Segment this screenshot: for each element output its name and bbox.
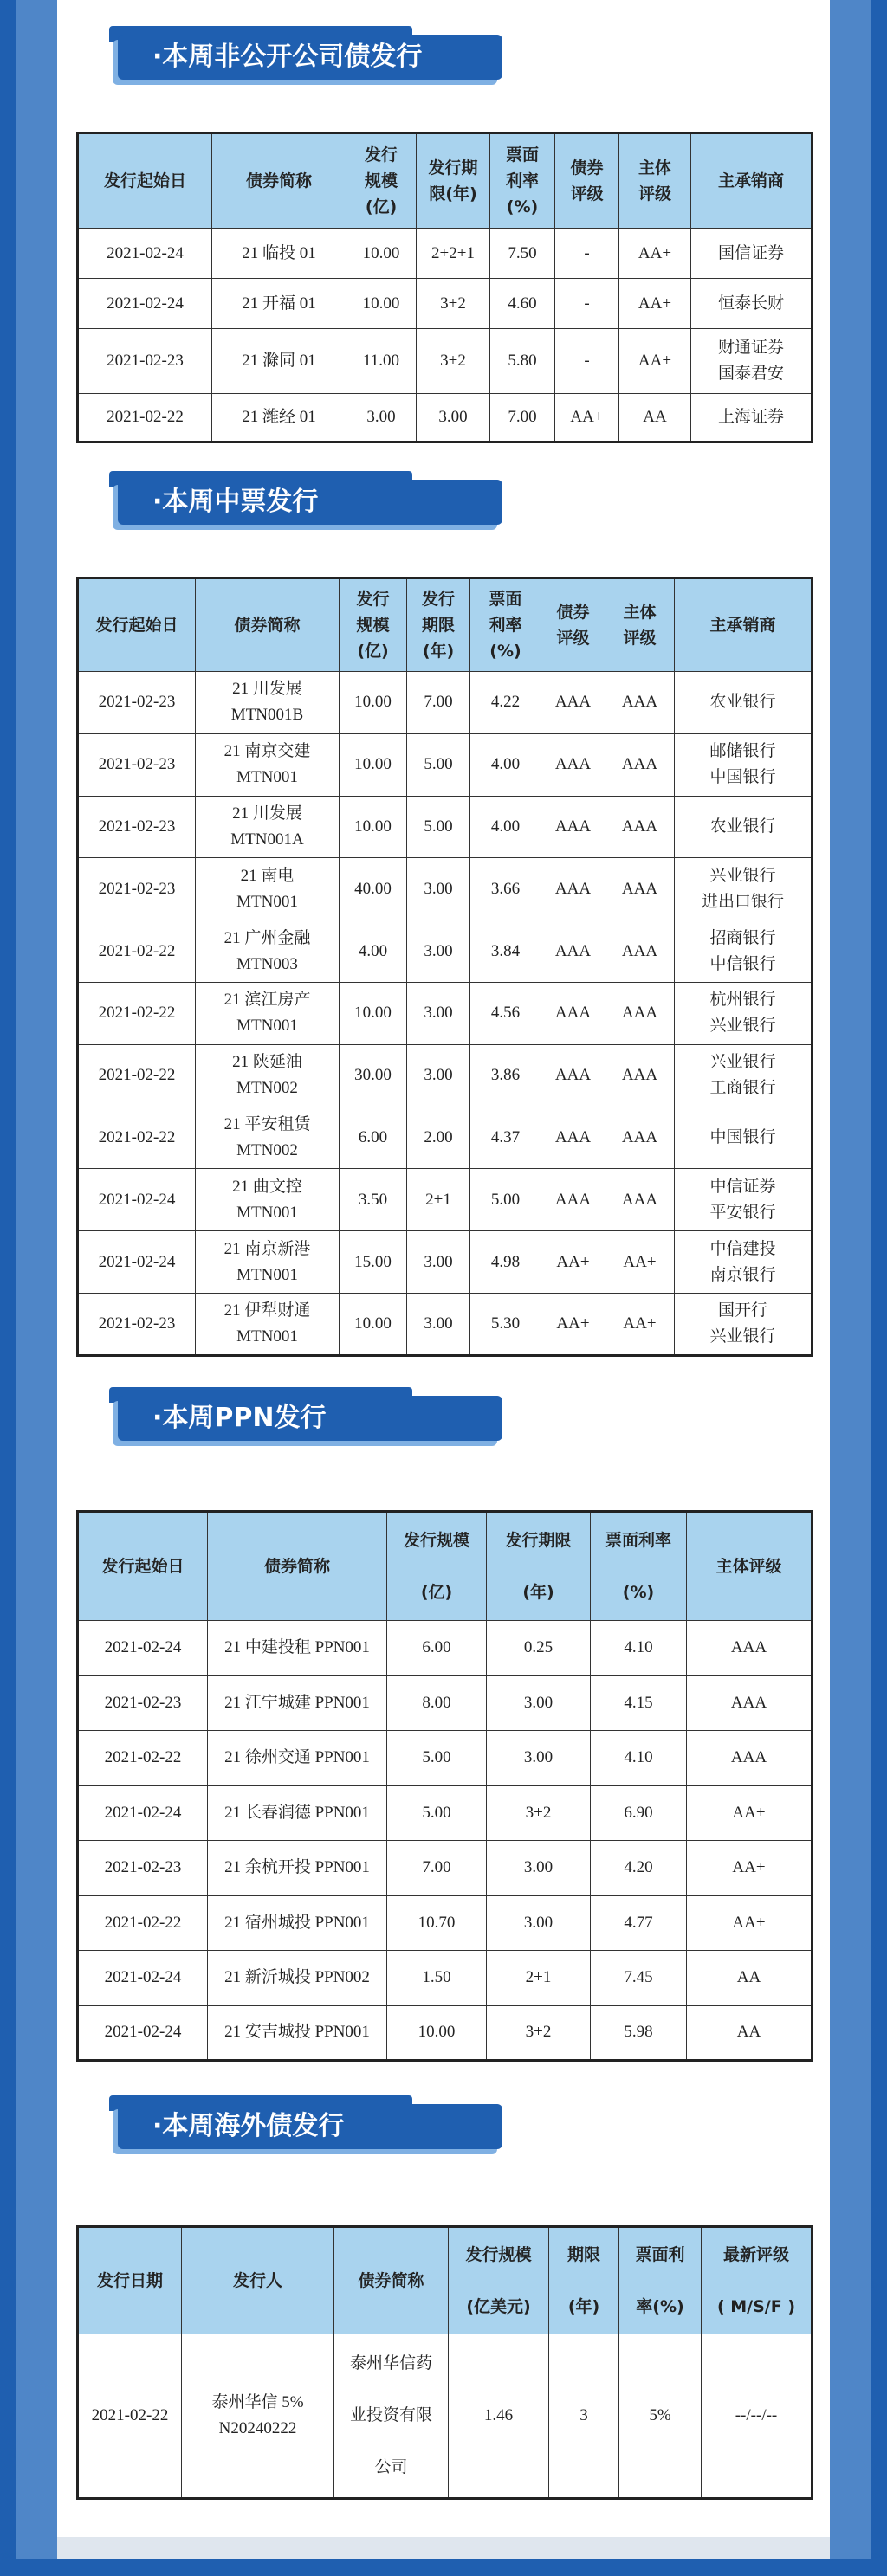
table-cell: 1.46 — [449, 2334, 549, 2499]
table-cell: 3.00 — [487, 1841, 591, 1896]
table-cell: 21 余杭开投 PPN001 — [208, 1841, 387, 1896]
table-header-row — [78, 2227, 813, 2334]
table-cell: 2021-02-23 — [78, 733, 196, 796]
ppn-bond-table — [76, 1510, 813, 2062]
table-cell: 邮储银行 中国银行 — [675, 733, 813, 796]
table-cell: 3+2 — [487, 1785, 591, 1841]
table-cell: 3.00 — [407, 858, 470, 920]
table-cell: 3.86 — [470, 1044, 541, 1107]
column-header: 发行 期限 (年) — [407, 578, 470, 672]
table-cell: 中国银行 — [675, 1107, 813, 1169]
table-cell: AAA — [605, 733, 675, 796]
table-cell: 8.00 — [387, 1675, 487, 1731]
table-cell: AA+ — [687, 1841, 813, 1896]
section-title-mtn — [109, 471, 502, 525]
table-cell: AAA — [541, 920, 605, 983]
table-cell: 上海证券 — [691, 394, 813, 442]
private-corporate-bond-table — [76, 132, 813, 443]
table-cell: 21 新沂城投 PPN002 — [208, 1951, 387, 2006]
column-header: 发行规模 (亿美元) — [449, 2227, 549, 2334]
table-cell: 21 长春润德 PPN001 — [208, 1785, 387, 1841]
table-row — [78, 1951, 813, 2006]
section-title-ppn — [109, 1387, 502, 1441]
table-cell: 2021-02-24 — [78, 1169, 196, 1231]
table-row — [78, 1895, 813, 1951]
table-cell: 2021-02-22 — [78, 2334, 182, 2499]
column-header: 主承销商 — [691, 133, 813, 229]
table-cell: 2021-02-24 — [78, 1951, 208, 2006]
table-cell: 2021-02-23 — [78, 796, 196, 858]
table-cell: AAA — [687, 1621, 813, 1676]
table-row — [78, 2334, 813, 2499]
table-cell: 21 伊犁财通 MTN001 — [196, 1293, 340, 1355]
table-cell: AA+ — [605, 1231, 675, 1294]
table-cell: 4.10 — [591, 1731, 687, 1786]
table-cell: 21 平安租赁 MTN002 — [196, 1107, 340, 1169]
table-cell: AAA — [687, 1675, 813, 1731]
table-cell: AAA — [605, 858, 675, 920]
table-cell: 21 川发展 MTN001A — [196, 796, 340, 858]
table-row — [78, 982, 813, 1044]
column-header: 主承销商 — [675, 578, 813, 672]
table-cell: 10.00 — [346, 229, 417, 279]
column-header: 发行日期 — [78, 2227, 182, 2334]
mtn-bond-table — [76, 577, 813, 1357]
column-header: 发行规模 (亿) — [387, 1512, 487, 1621]
section-title-label: ·本周非公开公司债发行 — [118, 35, 502, 80]
table-cell: AAA — [605, 796, 675, 858]
table-header-row — [78, 578, 813, 672]
table-cell: 21 开福 01 — [212, 279, 346, 329]
table-cell: 2021-02-23 — [78, 858, 196, 920]
table-cell: 21 潍经 01 — [212, 394, 346, 442]
table-cell: 4.56 — [470, 982, 541, 1044]
table-cell: 中信建投 南京银行 — [675, 1231, 813, 1294]
table-cell: 3+2 — [417, 279, 490, 329]
table-cell: AAA — [605, 672, 675, 734]
table-header-row — [78, 1512, 813, 1621]
table-row — [78, 279, 813, 329]
table-row — [78, 1231, 813, 1294]
section-title-label: ·本周中票发行 — [118, 480, 502, 525]
table-cell: 4.00 — [470, 796, 541, 858]
table-cell: 3.00 — [417, 394, 490, 442]
table-cell: 4.00 — [470, 733, 541, 796]
table-cell: - — [555, 279, 619, 329]
table-cell: 3+2 — [417, 329, 490, 394]
table-cell: 3.00 — [407, 1231, 470, 1294]
table-cell: 21 中建投租 PPN001 — [208, 1621, 387, 1676]
table-row — [78, 1107, 813, 1169]
table-cell: 2+2+1 — [417, 229, 490, 279]
table-cell: 2021-02-22 — [78, 982, 196, 1044]
table-cell: 5.00 — [387, 1731, 487, 1786]
table-cell: 2+1 — [407, 1169, 470, 1231]
table-cell: AAA — [541, 796, 605, 858]
table-cell: 2021-02-24 — [78, 1785, 208, 1841]
table-cell: 国信证券 — [691, 229, 813, 279]
table-cell: AA+ — [605, 1293, 675, 1355]
table-row — [78, 1169, 813, 1231]
table-cell: AA+ — [687, 1895, 813, 1951]
table-cell: 5.00 — [387, 1785, 487, 1841]
table-cell: AA+ — [541, 1231, 605, 1294]
table-cell: 2+1 — [487, 1951, 591, 2006]
table-cell: AAA — [541, 1169, 605, 1231]
table-cell: 杭州银行 兴业银行 — [675, 982, 813, 1044]
table-cell: 10.70 — [387, 1895, 487, 1951]
table-cell: 3.00 — [346, 394, 417, 442]
table-cell: 21 江宁城建 PPN001 — [208, 1675, 387, 1731]
table-cell: --/--/-- — [702, 2334, 813, 2499]
column-header: 债券 评级 — [541, 578, 605, 672]
table-cell: 5.80 — [490, 329, 555, 394]
table-cell: AAA — [605, 982, 675, 1044]
table-cell: AAA — [605, 1169, 675, 1231]
table-cell: 4.00 — [340, 920, 407, 983]
column-header: 发行起始日 — [78, 133, 212, 229]
table-cell: 4.98 — [470, 1231, 541, 1294]
table-cell: AAA — [541, 672, 605, 734]
table-cell: 5.00 — [470, 1169, 541, 1231]
table-cell: 21 川发展 MTN001B — [196, 672, 340, 734]
column-header: 主体 评级 — [605, 578, 675, 672]
table-cell: 21 安吉城投 PPN001 — [208, 2005, 387, 2061]
table-cell: 3 — [549, 2334, 619, 2499]
table-cell: 2021-02-24 — [78, 1231, 196, 1294]
table-cell: 2021-02-23 — [78, 329, 212, 394]
table-cell: AA+ — [619, 229, 691, 279]
table-row — [78, 329, 813, 394]
table-cell: AAA — [605, 1107, 675, 1169]
table-cell: AAA — [605, 920, 675, 983]
table-cell: 1.50 — [387, 1951, 487, 2006]
table-cell: 2021-02-22 — [78, 1107, 196, 1169]
column-header: 发行人 — [182, 2227, 334, 2334]
table-cell: 2021-02-23 — [78, 672, 196, 734]
table-cell: 2021-02-22 — [78, 394, 212, 442]
table-cell: 2021-02-23 — [78, 1841, 208, 1896]
column-header: 债券简称 — [334, 2227, 449, 2334]
table-cell: 3.00 — [407, 1044, 470, 1107]
table-cell: 21 徐州交通 PPN001 — [208, 1731, 387, 1786]
column-header: 票面利 率(%) — [619, 2227, 702, 2334]
table-row — [78, 733, 813, 796]
column-header: 发行起始日 — [78, 578, 196, 672]
table-cell: 10.00 — [340, 1293, 407, 1355]
column-header: 最新评级 ( M/S/F ) — [702, 2227, 813, 2334]
table-cell: 30.00 — [340, 1044, 407, 1107]
table-cell: 3.00 — [487, 1675, 591, 1731]
table-cell: 3.00 — [407, 920, 470, 983]
column-header: 期限 (年) — [549, 2227, 619, 2334]
table-row — [78, 2005, 813, 2061]
table-cell: 7.00 — [387, 1841, 487, 1896]
table-cell: 农业银行 — [675, 672, 813, 734]
table-cell: 4.10 — [591, 1621, 687, 1676]
table-cell: 2021-02-22 — [78, 1731, 208, 1786]
table-cell: 0.25 — [487, 1621, 591, 1676]
table-cell: 21 宿州城投 PPN001 — [208, 1895, 387, 1951]
table-cell: AA+ — [541, 1293, 605, 1355]
table-cell: 7.45 — [591, 1951, 687, 2006]
column-header: 主体 评级 — [619, 133, 691, 229]
overseas-bond-table — [76, 2225, 813, 2500]
table-cell: 10.00 — [340, 733, 407, 796]
table-row — [78, 1841, 813, 1896]
table-cell: 4.15 — [591, 1675, 687, 1731]
table-cell: 10.00 — [340, 672, 407, 734]
table-cell: 10.00 — [346, 279, 417, 329]
table-cell: AA — [619, 394, 691, 442]
table-cell: 兴业银行 进出口银行 — [675, 858, 813, 920]
column-header: 发行 规模 (亿) — [346, 133, 417, 229]
table-cell: 10.00 — [340, 796, 407, 858]
section-title-label: ·本周PPN发行 — [118, 1396, 502, 1441]
table-cell: 5.30 — [470, 1293, 541, 1355]
page-bottom-strip — [57, 2537, 830, 2559]
table-cell: AA+ — [619, 329, 691, 394]
table-row — [78, 1293, 813, 1355]
column-header: 票面 利率 (%) — [490, 133, 555, 229]
table-cell: 21 临投 01 — [212, 229, 346, 279]
table-cell: 21 滁同 01 — [212, 329, 346, 394]
section-title-private-corporate-bonds — [109, 26, 502, 80]
table-cell: 10.00 — [340, 982, 407, 1044]
table-cell: 泰州华信 5% N20240222 — [182, 2334, 334, 2499]
table-cell: 5% — [619, 2334, 702, 2499]
table-cell: 3.84 — [470, 920, 541, 983]
table-row — [78, 796, 813, 858]
table-cell: 6.00 — [340, 1107, 407, 1169]
table-cell: 招商银行 中信银行 — [675, 920, 813, 983]
table-cell: 4.77 — [591, 1895, 687, 1951]
column-header: 主体评级 — [687, 1512, 813, 1621]
table-cell: 财通证券 国泰君安 — [691, 329, 813, 394]
table-cell: 21 南京交建 MTN001 — [196, 733, 340, 796]
table-cell: 21 南京新港 MTN001 — [196, 1231, 340, 1294]
table-cell: 中信证券 平安银行 — [675, 1169, 813, 1231]
table-cell: AAA — [541, 982, 605, 1044]
table-cell: 6.90 — [591, 1785, 687, 1841]
table-cell: 2021-02-22 — [78, 920, 196, 983]
column-header: 票面利率 (%) — [591, 1512, 687, 1621]
column-header: 债券 评级 — [555, 133, 619, 229]
column-header: 债券简称 — [196, 578, 340, 672]
column-header: 发行起始日 — [78, 1512, 208, 1621]
table-cell: AAA — [541, 1044, 605, 1107]
table-cell: 泰州华信药 业投资有限 公司 — [334, 2334, 449, 2499]
column-header: 发行期 限(年) — [417, 133, 490, 229]
table-cell: 4.60 — [490, 279, 555, 329]
table-cell: 2021-02-24 — [78, 1621, 208, 1676]
column-header: 票面 利率 (%) — [470, 578, 541, 672]
table-cell: 3.00 — [487, 1731, 591, 1786]
table-row — [78, 672, 813, 734]
table-cell: AAA — [541, 858, 605, 920]
table-cell: 7.00 — [490, 394, 555, 442]
table-cell: 5.00 — [407, 733, 470, 796]
table-cell: 2.00 — [407, 1107, 470, 1169]
table-cell: 3.00 — [487, 1895, 591, 1951]
table-row — [78, 1785, 813, 1841]
table-cell: 2021-02-24 — [78, 229, 212, 279]
table-cell: 5.98 — [591, 2005, 687, 2061]
table-cell: 7.50 — [490, 229, 555, 279]
table-row — [78, 1675, 813, 1731]
table-cell: 7.00 — [407, 672, 470, 734]
table-cell: 2021-02-23 — [78, 1675, 208, 1731]
column-header: 发行 规模 (亿) — [340, 578, 407, 672]
table-row — [78, 1621, 813, 1676]
table-cell: 4.20 — [591, 1841, 687, 1896]
table-row — [78, 1731, 813, 1786]
table-cell: 21 滨江房产 MTN001 — [196, 982, 340, 1044]
table-cell: AA+ — [619, 279, 691, 329]
table-row — [78, 394, 813, 442]
table-cell: 农业银行 — [675, 796, 813, 858]
table-cell: 2021-02-24 — [78, 2005, 208, 2061]
table-row — [78, 858, 813, 920]
table-cell: - — [555, 229, 619, 279]
table-cell: AAA — [687, 1731, 813, 1786]
table-cell: - — [555, 329, 619, 394]
table-cell: 兴业银行 工商银行 — [675, 1044, 813, 1107]
table-cell: AA+ — [555, 394, 619, 442]
table-cell: 2021-02-22 — [78, 1044, 196, 1107]
table-cell: 2021-02-22 — [78, 1895, 208, 1951]
table-cell: 4.22 — [470, 672, 541, 734]
table-row — [78, 920, 813, 983]
table-row — [78, 229, 813, 279]
table-cell: 2021-02-23 — [78, 1293, 196, 1355]
table-cell: 10.00 — [387, 2005, 487, 2061]
table-cell: 3.00 — [407, 982, 470, 1044]
table-cell: 11.00 — [346, 329, 417, 394]
table-cell: 3.00 — [407, 1293, 470, 1355]
section-title-label: ·本周海外债发行 — [118, 2104, 502, 2149]
table-cell: 恒泰长财 — [691, 279, 813, 329]
table-cell: 国开行 兴业银行 — [675, 1293, 813, 1355]
section-title-overseas-bonds — [109, 2095, 502, 2149]
table-header-row — [78, 133, 813, 229]
column-header: 发行期限 (年) — [487, 1512, 591, 1621]
table-cell: AAA — [605, 1044, 675, 1107]
table-cell: AA — [687, 2005, 813, 2061]
table-cell: AA — [687, 1951, 813, 2006]
table-cell: AAA — [541, 733, 605, 796]
table-cell: 15.00 — [340, 1231, 407, 1294]
table-cell: 21 曲文控 MTN001 — [196, 1169, 340, 1231]
table-cell: 3+2 — [487, 2005, 591, 2061]
table-cell: AAA — [541, 1107, 605, 1169]
table-cell: 5.00 — [407, 796, 470, 858]
table-row — [78, 1044, 813, 1107]
table-cell: 3.50 — [340, 1169, 407, 1231]
column-header: 债券简称 — [208, 1512, 387, 1621]
table-cell: 4.37 — [470, 1107, 541, 1169]
table-cell: 2021-02-24 — [78, 279, 212, 329]
table-cell: 21 陕延油 MTN002 — [196, 1044, 340, 1107]
table-cell: 6.00 — [387, 1621, 487, 1676]
column-header: 债券简称 — [212, 133, 346, 229]
table-cell: 3.66 — [470, 858, 541, 920]
table-cell: 21 广州金融 MTN003 — [196, 920, 340, 983]
table-cell: 21 南电 MTN001 — [196, 858, 340, 920]
table-cell: AA+ — [687, 1785, 813, 1841]
table-cell: 40.00 — [340, 858, 407, 920]
